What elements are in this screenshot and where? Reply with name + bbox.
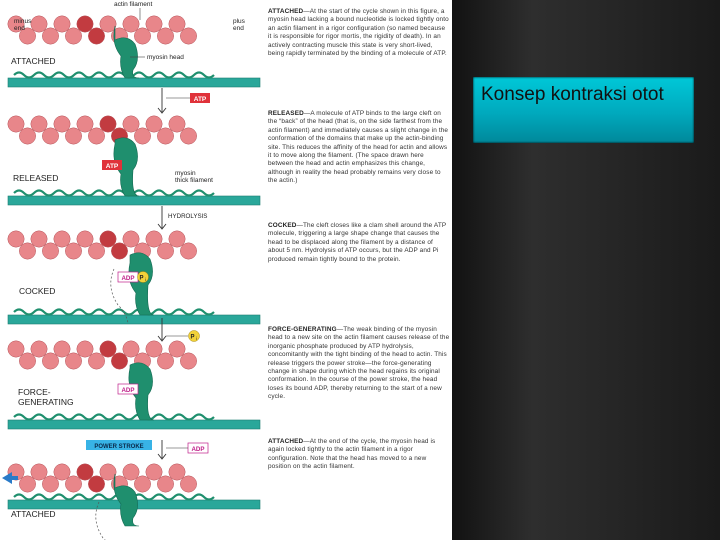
actin-bead — [54, 116, 70, 132]
actin-bead — [100, 464, 116, 480]
actin-bead — [100, 16, 116, 32]
actin-bead — [146, 16, 162, 32]
actin-bead — [42, 28, 58, 44]
actin-bead — [65, 28, 81, 44]
actin-bead — [54, 464, 70, 480]
actin-bead — [157, 476, 173, 492]
actin-filament — [8, 231, 197, 259]
actin-bead — [123, 341, 139, 357]
hydrolysis-label: HYDROLYSIS — [168, 213, 208, 220]
actin-bead — [123, 231, 139, 247]
slide-title: Konsep kontraksi otot — [481, 84, 664, 105]
actin-bead — [19, 476, 35, 492]
actin-bead — [42, 128, 58, 144]
actin-bead — [8, 231, 24, 247]
actin-bead — [65, 243, 81, 259]
actin-bead — [111, 353, 127, 369]
actin-bead — [169, 116, 185, 132]
actin-bead — [146, 341, 162, 357]
description-title: ATTACHED — [268, 438, 304, 445]
actin-bead — [157, 243, 173, 259]
adp-box-released-text: ADP — [191, 446, 205, 453]
actin-filament-label: actin filament — [114, 1, 153, 8]
myosin-tail — [14, 415, 214, 420]
actin-bead — [8, 341, 24, 357]
plus-end-label: plus end — [233, 18, 245, 32]
actin-bead — [65, 128, 81, 144]
actin-bead — [100, 231, 116, 247]
pi-circle-released-sub: i — [196, 336, 197, 341]
actin-bead — [111, 243, 127, 259]
description-text: —At the end of the cycle, the myosin head is again locked tightly to the actin filament in a rigor configuration. Note that the head has moved to a new position on the actin filament. — [268, 438, 436, 471]
actin-bead — [19, 243, 35, 259]
description-attached-1 — [268, 8, 450, 58]
myosin-head — [129, 253, 154, 315]
slide-title-box — [473, 77, 694, 143]
actin-bead — [146, 464, 162, 480]
power-stroke-label: POWER STROKE — [94, 444, 144, 450]
actin-bead — [123, 116, 139, 132]
description-attached-2 — [268, 438, 450, 472]
actin-bead — [77, 231, 93, 247]
stage-label-attached: ATTACHED — [11, 56, 56, 66]
actin-filament — [8, 16, 197, 44]
stage-label-attached-2: ATTACHED — [11, 509, 56, 519]
description-cocked — [268, 222, 450, 264]
thick-filament — [8, 196, 260, 205]
atp-box-incoming-text: ATP — [193, 96, 207, 103]
actin-bead — [88, 28, 104, 44]
thick-filament — [8, 315, 260, 324]
description-text: —A molecule of ATP binds to the large cleft on the “back” of the head (that is, on the side farthest from the actin filament) and immediately causes a slight change in the conformation of the domains that make up the actin-binding site. This reduces the affinity of the head for actin and allows it to move along the filament. (The space drawn here between the head and actin emphasizes this change, although in reality the head probably remains very close to the actin.) — [268, 110, 449, 185]
actin-bead — [31, 231, 47, 247]
actin-bead — [77, 116, 93, 132]
myosin-tail — [14, 73, 214, 78]
myosin-thick-filament-label: myosin thick filament — [175, 170, 213, 184]
minus-end-label: minus end — [14, 18, 32, 32]
description-released — [268, 110, 450, 186]
actin-bead — [134, 28, 150, 44]
actin-bead — [88, 128, 104, 144]
actin-bead — [42, 353, 58, 369]
actin-bead — [180, 243, 196, 259]
actin-bead — [169, 341, 185, 357]
actin-filament — [8, 116, 197, 144]
description-title: ATTACHED — [268, 8, 304, 15]
description-title: COCKED — [268, 222, 297, 229]
actin-bead — [180, 353, 196, 369]
actin-bead — [8, 116, 24, 132]
actin-filament — [8, 341, 197, 369]
description-force-generating — [268, 326, 450, 402]
actin-bead — [31, 341, 47, 357]
actin-bead — [19, 353, 35, 369]
actin-bead — [42, 476, 58, 492]
actin-bead — [65, 476, 81, 492]
actin-bead — [134, 128, 150, 144]
actin-bead — [19, 128, 35, 144]
adp-box-force-text: ADP — [121, 387, 135, 394]
myosin-head-label: myosin head — [147, 54, 184, 61]
description-title: FORCE-GENERATING — [268, 326, 337, 333]
actin-bead — [77, 341, 93, 357]
myosin-tail — [14, 310, 214, 315]
actin-bead — [31, 16, 47, 32]
atp-box-bound-text: ATP — [105, 163, 119, 170]
actin-bead — [180, 128, 196, 144]
actin-bead — [77, 464, 93, 480]
actin-filament — [8, 464, 197, 492]
actin-bead — [65, 353, 81, 369]
actin-bead — [100, 116, 116, 132]
actin-bead — [157, 128, 173, 144]
actin-bead — [146, 116, 162, 132]
description-title: RELEASED — [268, 110, 304, 117]
pi-circle-cocked-text: P — [139, 275, 144, 282]
stage-label-cocked: COCKED — [19, 286, 56, 296]
actin-bead — [42, 243, 58, 259]
thick-filament — [8, 420, 260, 429]
stage-label-released: RELEASED — [13, 173, 59, 183]
actin-bead — [31, 464, 47, 480]
actin-bead — [169, 231, 185, 247]
description-text: —The weak binding of the myosin head to a new site on the actin filament causes release of the inorganic phosphate produced by ATP hydrolysis, concomitantly with the tight binding of the head to actin. This release triggers the power stroke—the force-generating change in shape during which the head regains its original conformation. In the course of the power stroke, the head loses its bound ADP, thereby returning to the start of a new cycle. — [268, 326, 450, 401]
description-text: —The cleft closes like a clam shell around the ATP molecule, triggering a large shape change that causes the head to be displaced along the filament by a distance of about 5 nm. Hydrolysis of ATP occurs, but the ADP and Pi produced remain tightly bound to the protein. — [268, 222, 447, 263]
pi-circle-cocked-sub: i — [145, 277, 146, 282]
actin-bead — [146, 231, 162, 247]
thick-filament — [8, 78, 260, 87]
actin-bead — [180, 28, 196, 44]
actin-bead — [88, 476, 104, 492]
actin-bead — [54, 341, 70, 357]
actin-bead — [157, 28, 173, 44]
actin-bead — [123, 16, 139, 32]
actin-bead — [31, 116, 47, 132]
actin-bead — [180, 476, 196, 492]
adp-box-cocked-text: ADP — [121, 275, 135, 282]
actin-bead — [123, 464, 139, 480]
stage-label-force-generating: FORCE-GENERATING — [18, 387, 74, 407]
description-text: —At the start of the cycle shown in this figure, a myosin head lacking a bound nucleotide is locked tightly onto an actin filament in a rigor configuration (so named because it is responsible for rigor mortis, the rigidity of death). In an actively contracting muscle this state is very short-lived, being rapidly terminated by the binding of a molecule of ATP. — [268, 8, 449, 58]
actin-bead — [169, 16, 185, 32]
actin-bead — [77, 16, 93, 32]
actin-bead — [88, 243, 104, 259]
actin-bead — [169, 464, 185, 480]
actin-bead — [157, 353, 173, 369]
myosin-tail — [14, 495, 214, 500]
actin-bead — [134, 476, 150, 492]
myosin-tail — [14, 191, 214, 196]
pi-circle-released-text: P — [190, 334, 195, 341]
actin-bead — [54, 16, 70, 32]
actin-bead — [54, 231, 70, 247]
actin-bead — [88, 353, 104, 369]
actin-bead — [100, 341, 116, 357]
